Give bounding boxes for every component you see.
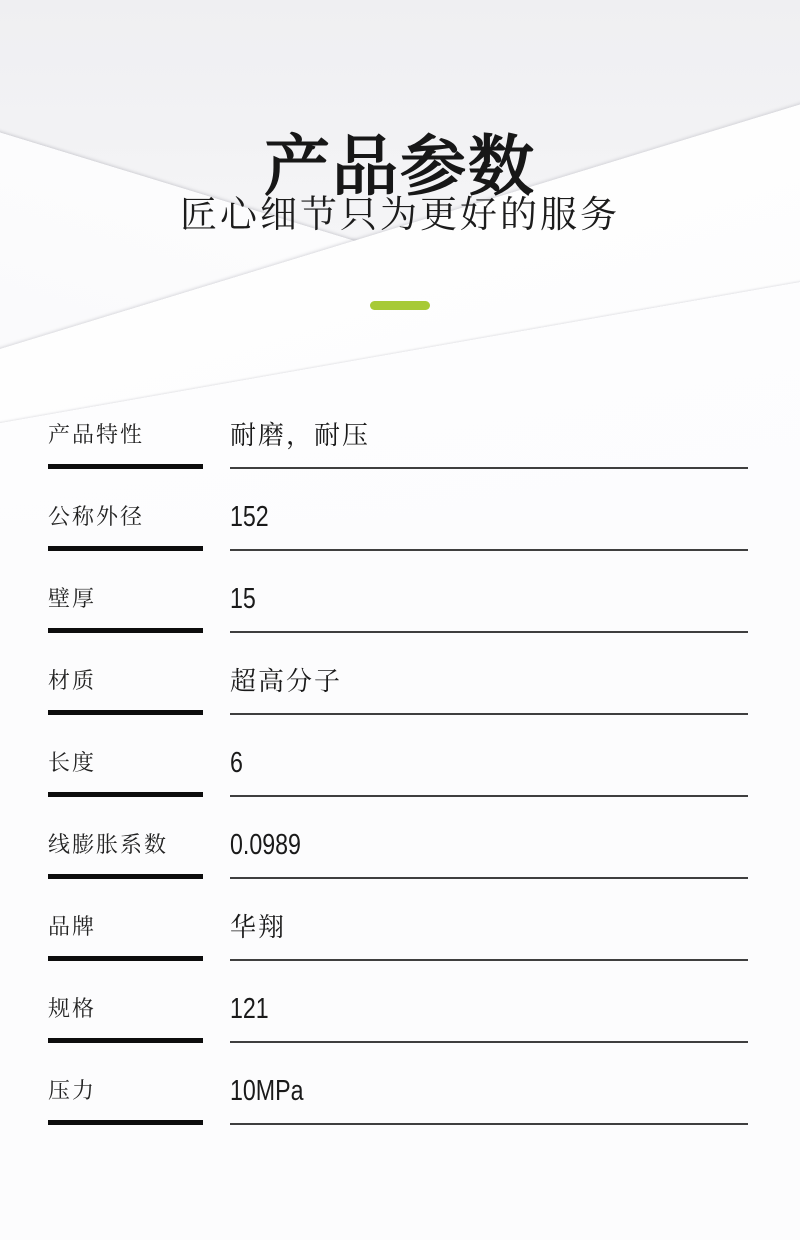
spec-value-cell xyxy=(230,584,748,633)
label-underline xyxy=(48,956,203,961)
value-underline xyxy=(230,959,748,961)
spec-table xyxy=(48,420,748,1125)
spec-value: 10MPa xyxy=(230,1075,304,1107)
label-underline xyxy=(48,710,203,715)
spec-label-cell xyxy=(48,912,203,961)
spec-label-cell xyxy=(48,748,203,797)
spec-value: 121 xyxy=(230,993,269,1025)
label-underline xyxy=(48,1120,203,1125)
spec-label-cell xyxy=(48,830,203,879)
label-underline xyxy=(48,792,203,797)
spec-row-brand xyxy=(48,912,748,961)
spec-label-cell xyxy=(48,502,203,551)
label-underline xyxy=(48,628,203,633)
page-title: 产品参数 xyxy=(264,129,536,204)
spec-value-cell xyxy=(230,502,748,551)
spec-label: 产品特性 xyxy=(48,422,145,447)
spec-value: 超高分子 xyxy=(230,666,343,696)
spec-value-cell xyxy=(230,748,748,797)
spec-row-pressure xyxy=(48,1076,748,1125)
spec-label: 材质 xyxy=(48,668,97,693)
spec-label: 长度 xyxy=(48,750,97,775)
label-underline xyxy=(48,546,203,551)
spec-row-length xyxy=(48,748,748,797)
spec-label-cell xyxy=(48,584,203,633)
accent-divider xyxy=(370,301,430,310)
spec-label: 公称外径 xyxy=(48,504,145,529)
spec-label-cell xyxy=(48,994,203,1043)
value-underline xyxy=(230,631,748,633)
value-underline xyxy=(230,713,748,715)
label-underline xyxy=(48,464,203,469)
spec-row-nominal-outer-diameter xyxy=(48,502,748,551)
spec-value: 0.0989 xyxy=(230,829,301,861)
spec-row-material xyxy=(48,666,748,715)
value-underline xyxy=(230,1123,748,1125)
spec-label: 壁厚 xyxy=(48,586,97,611)
value-underline xyxy=(230,1041,748,1043)
label-underline xyxy=(48,1038,203,1043)
spec-value-cell xyxy=(230,830,748,879)
spec-label-cell xyxy=(48,666,203,715)
spec-label-cell xyxy=(48,1076,203,1125)
value-underline xyxy=(230,467,748,469)
spec-label: 规格 xyxy=(48,996,97,1021)
spec-label: 压力 xyxy=(48,1078,97,1103)
page-subtitle: 匠心细节只为更好的服务 xyxy=(180,194,620,235)
spec-row-specification xyxy=(48,994,748,1043)
spec-value: 华翔 xyxy=(230,912,287,942)
spec-value: 15 xyxy=(230,583,256,615)
spec-value-cell xyxy=(230,420,748,469)
spec-value-cell xyxy=(230,666,748,715)
spec-row-product-features xyxy=(48,420,748,469)
label-underline xyxy=(48,874,203,879)
spec-row-linear-expansion-coefficient xyxy=(48,830,748,879)
value-underline xyxy=(230,877,748,879)
value-underline xyxy=(230,795,748,797)
spec-row-wall-thickness xyxy=(48,584,748,633)
spec-label: 线膨胀系数 xyxy=(48,832,169,857)
spec-value-cell xyxy=(230,994,748,1043)
spec-value: 耐磨，耐压 xyxy=(230,420,371,450)
spec-value: 152 xyxy=(230,501,269,533)
spec-value-cell xyxy=(230,1076,748,1125)
spec-value-cell xyxy=(230,912,748,961)
spec-label-cell xyxy=(48,420,203,469)
spec-value: 6 xyxy=(230,747,243,779)
value-underline xyxy=(230,549,748,551)
spec-label: 品牌 xyxy=(48,914,97,939)
